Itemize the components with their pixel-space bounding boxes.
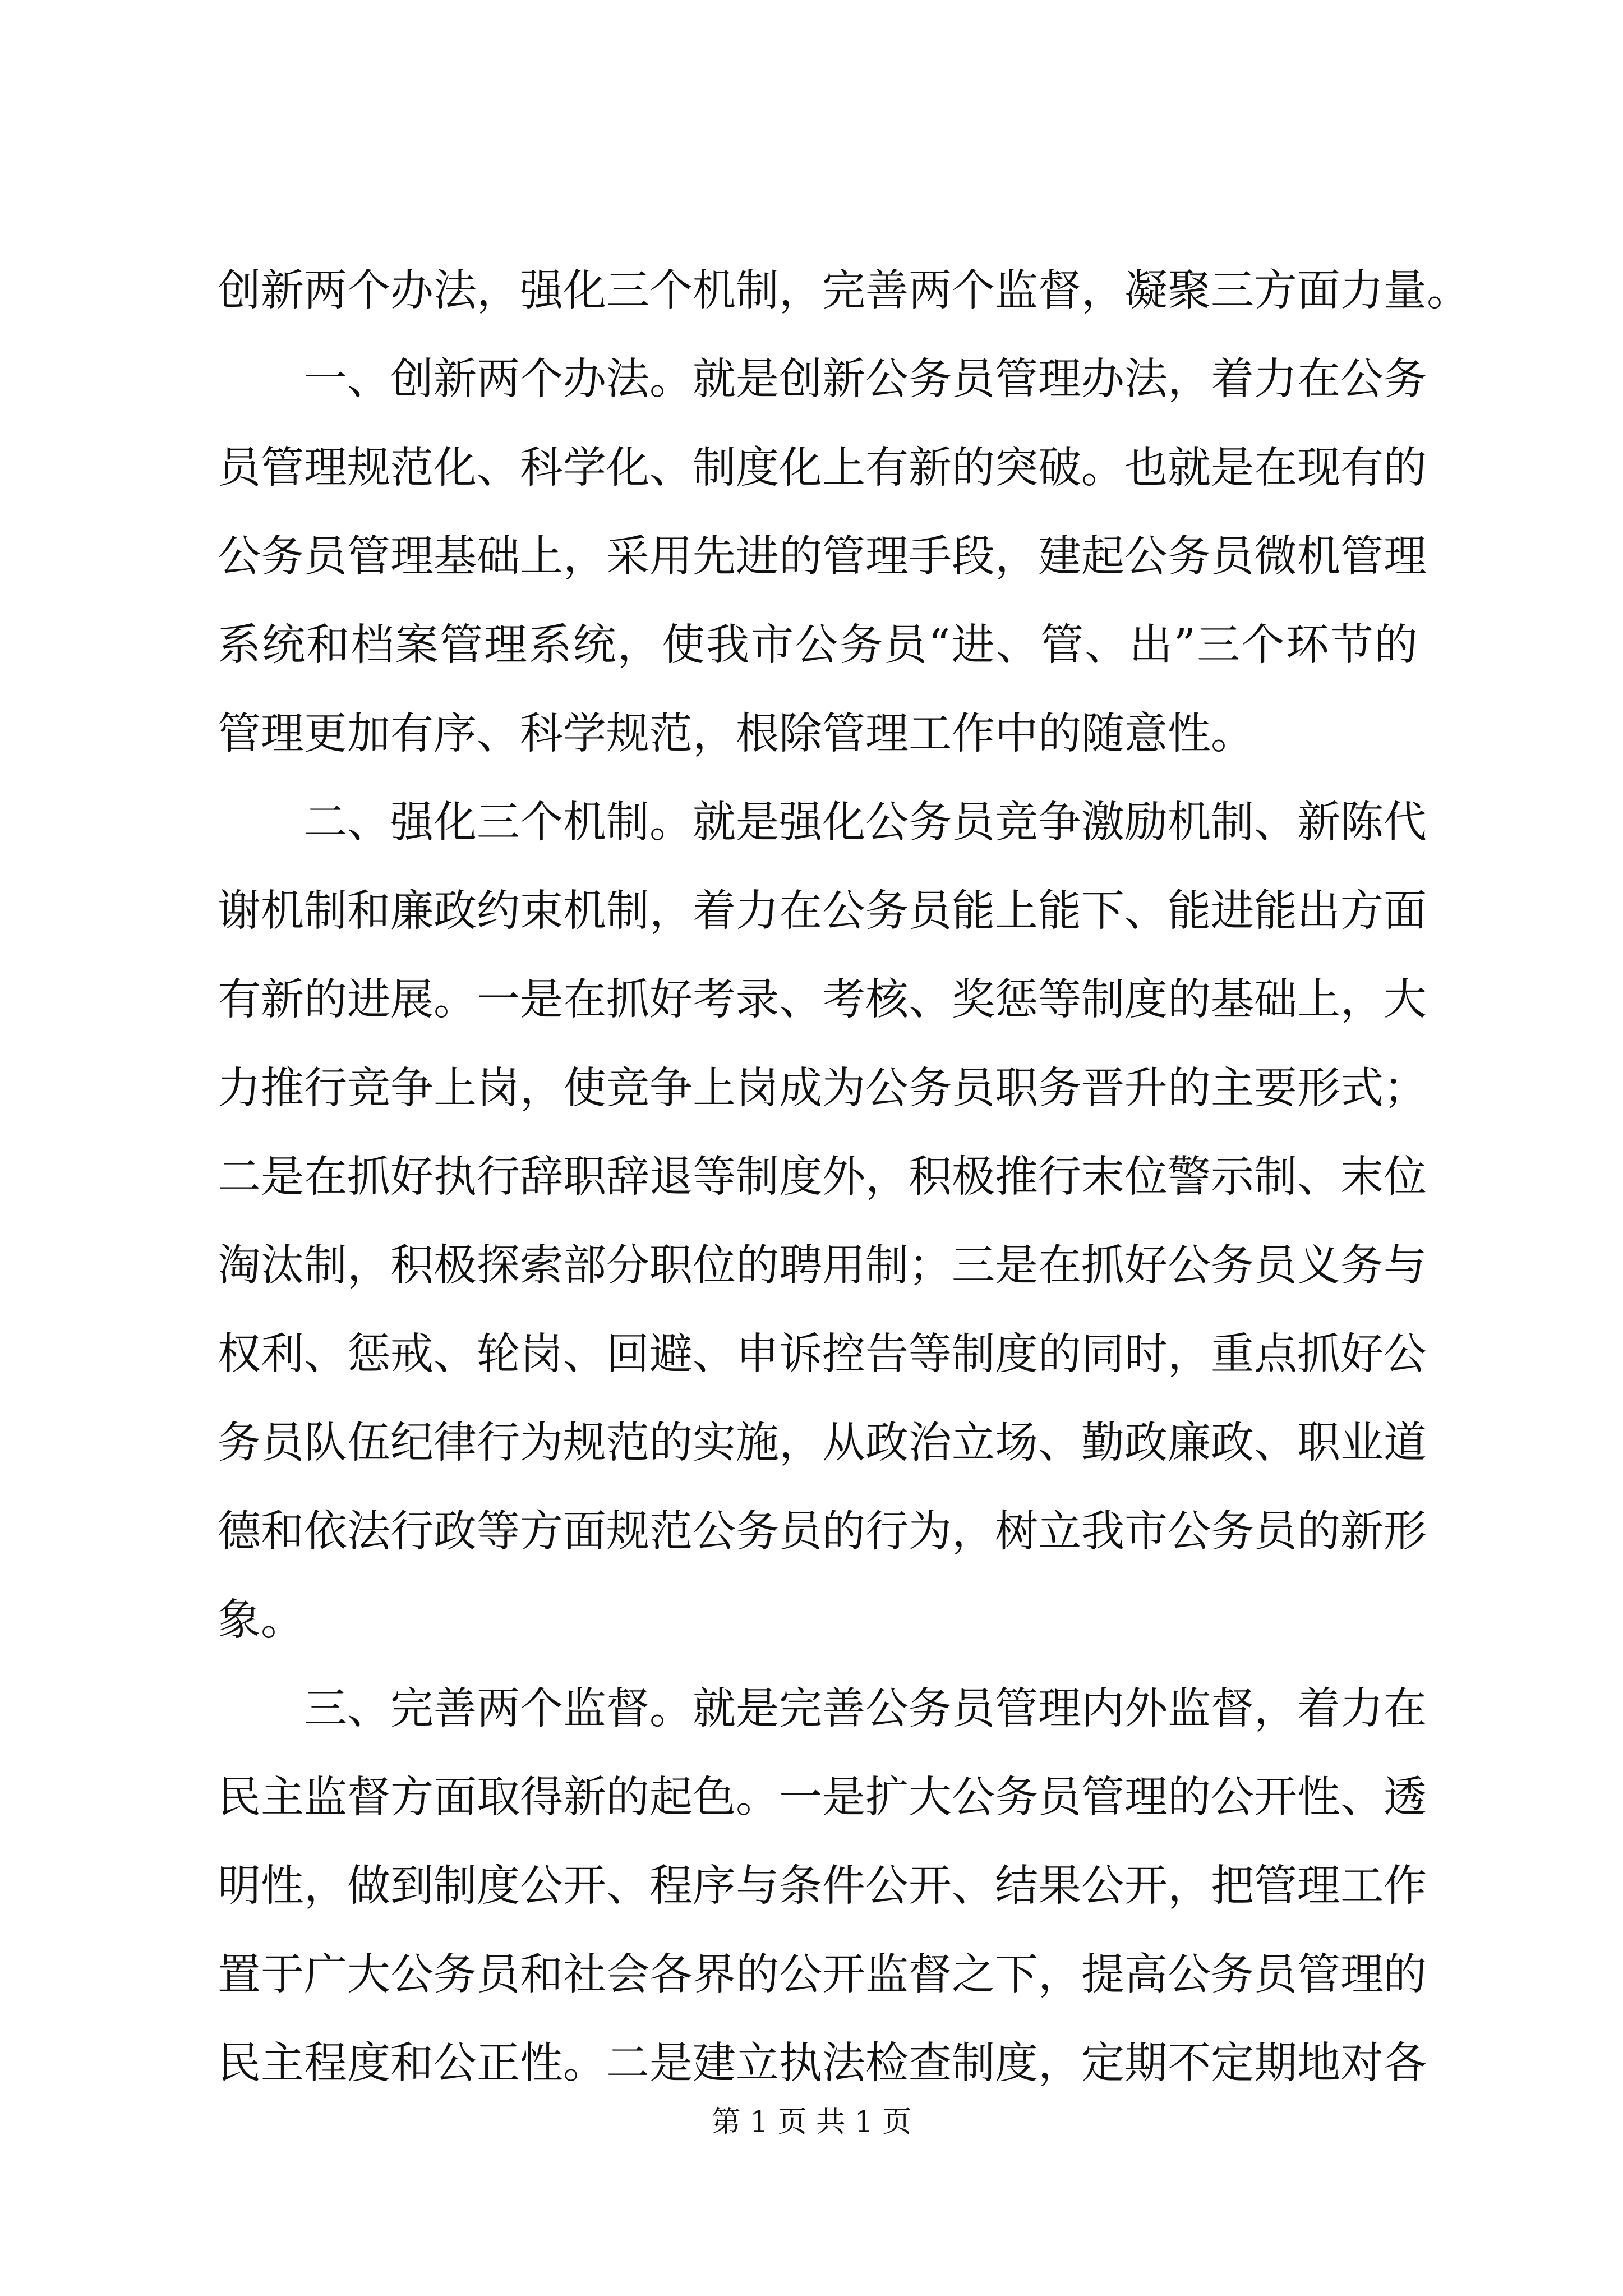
paragraph-2-start: 二、强化三个机制。就是强化公务员竞争激励机制、新陈代 — [304, 798, 1427, 848]
text-line: 管理更加有序、科学规范，根除管理工作中的随意性。 — [218, 709, 1254, 759]
text-line: 权利、惩戒、轮岗、回避、申诉控告等制度的同时，重点抓好公 — [218, 1329, 1427, 1379]
text-line: 创新两个办法，强化三个机制，完善两个监督，凝聚三方面力量。 — [218, 266, 1470, 316]
text-line: 务员队伍纪律行为规范的实施，从政治立场、勤政廉政、职业道 — [218, 1418, 1427, 1468]
text-line: 民主程度和公正性。二是建立执法检查制度，定期不定期地对各 — [218, 2039, 1427, 2088]
text-line: 谢机制和廉政约束机制，着力在公务员能上能下、能进能出方面 — [218, 886, 1427, 936]
text-line: 置于广大公务员和社会各界的公开监督之下，提高公务员管理的 — [218, 1950, 1427, 2000]
text-line: 德和依法行政等方面规范公务员的行为，树立我市公务员的新形 — [218, 1507, 1427, 1557]
document-body — [218, 247, 1470, 2108]
text-line: 公务员管理基础上，采用先进的管理手段，建起公务员微机管理 — [218, 532, 1427, 582]
text-line: 力推行竞争上岗，使竞争上岗成为公务员职务晋升的主要形式； — [218, 1064, 1427, 1114]
text-line: 员管理规范化、科学化、制度化上有新的突破。也就是在现有的 — [218, 443, 1427, 493]
text-line: 淘汰制，积极探索部分职位的聘用制；三是在抓好公务员义务与 — [218, 1241, 1427, 1291]
text-line: 象。 — [218, 1595, 304, 1645]
text-line: 有新的进展。一是在抓好考录、考核、奖惩等制度的基础上，大 — [218, 975, 1427, 1025]
paragraph-1-start: 一、创新两个办法。就是创新公务员管理办法，着力在公务 — [304, 355, 1427, 404]
text-line: 二是在抓好执行辞职辞退等制度外，积极推行末位警示制、末位 — [218, 1152, 1427, 1202]
paragraph-3-start: 三、完善两个监督。就是完善公务员管理内外监督，着力在 — [304, 1684, 1427, 1734]
text-line: 明性，做到制度公开、程序与条件公开、结果公开，把管理工作 — [218, 1861, 1427, 1911]
page-footer: 第 1 页 共 1 页 — [711, 2105, 912, 2139]
text-line: 民主监督方面取得新的起色。一是扩大公务员管理的公开性、透 — [218, 1773, 1427, 1823]
text-line: 系统和档案管理系统，使我市公务员“进、管、出”三个环节的 — [218, 620, 1418, 670]
